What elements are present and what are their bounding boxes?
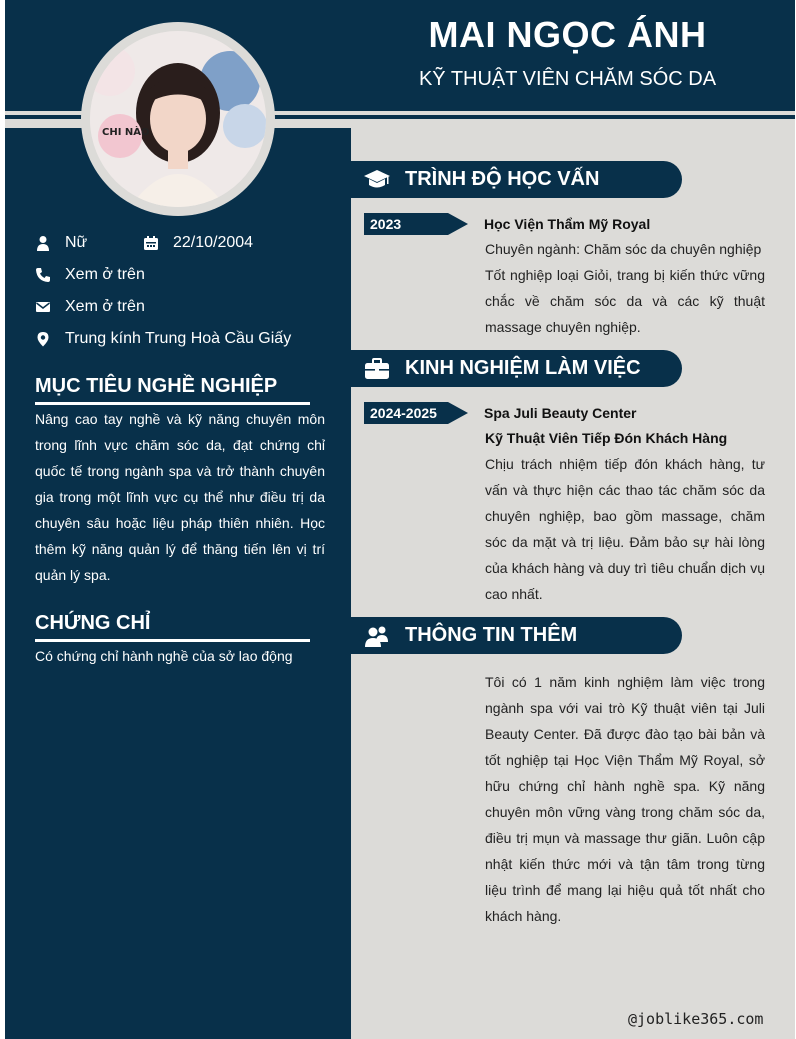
education-year-badge xyxy=(364,213,468,235)
additional-title: THÔNG TIN THÊM xyxy=(405,624,578,646)
education-major: Chuyên ngành: Chăm sóc da chuyên nghiệp xyxy=(485,241,762,257)
additional-section-header xyxy=(351,617,682,654)
email-row xyxy=(35,298,145,316)
footer-website[interactable]: @joblike365.com xyxy=(628,1010,764,1028)
location-icon xyxy=(35,331,51,347)
badge-arrow xyxy=(448,213,468,235)
education-school: Học Viện Thẩm Mỹ Royal xyxy=(484,216,651,232)
certificates-title: CHỨNG CHỈ xyxy=(35,612,151,634)
education-description: Tốt nghiệp loại Giỏi, trang bị kiến thức vững chắc về chăm sóc da và các kỹ thuật massage chuyên nghiệp. xyxy=(485,267,765,335)
gender-row xyxy=(35,234,87,252)
address-row xyxy=(35,330,291,348)
avatar xyxy=(90,31,266,207)
address-value: Trung kính Trung Hoà Cầu Giấy xyxy=(65,330,292,347)
candidate-name: MAI NGỌC ÁNH xyxy=(428,14,707,55)
additional-text: Tôi có 1 năm kinh nghiệm làm việc trong ngành spa với vai trò Kỹ thuật viên tại Juli Beauty Center. Đã được đào tạo bài bản và tốt nghiệp tại Học Viện Thẩm Mỹ Royal, sở hữu chứng chỉ hành nghề spa. Kỹ năng chuyên môn vững vàng trong chăm sóc da, điều trị mụn và massage thư giãn. Luôn cập nhật kiến thức mới và tận tâm trong từng liệu trình để mang lại hiệu quả tốt nhất cho khách hàng. xyxy=(485,674,765,924)
badge-arrow xyxy=(448,402,468,424)
certificates-underline xyxy=(35,639,310,642)
briefcase-icon xyxy=(363,355,391,383)
user-icon xyxy=(35,235,51,251)
email-icon xyxy=(35,299,51,315)
education-title: TRÌNH ĐỘ HỌC VẤN xyxy=(405,168,600,190)
certificates-text: Có chứng chỉ hành nghề của sở lao động xyxy=(35,648,293,664)
objective-underline xyxy=(35,402,310,405)
experience-description: Chịu trách nhiệm tiếp đón khách hàng, tư vấn và thực hiện các thao tác chăm sóc da chuyên nghiệp, bao gồm massage, chăm sóc da mặt và trị liệu. Đảm bảo sự hài lòng của khách hàng và duy trì tiêu chuẩn dịch vụ cao nhất. xyxy=(485,456,765,602)
avatar-sign-text: CHI NÀO xyxy=(102,127,150,138)
cv-page xyxy=(5,0,795,1039)
phone-value: Xem ở trên xyxy=(65,266,145,283)
birthday-value: 22/10/2004 xyxy=(173,234,254,251)
phone-row xyxy=(35,266,145,284)
experience-company: Spa Juli Beauty Center xyxy=(484,405,637,421)
experience-section-header xyxy=(351,350,682,387)
graduation-cap-icon xyxy=(363,166,391,194)
gender-value: Nữ xyxy=(65,234,88,251)
experience-period: 2024-2025 xyxy=(364,402,448,424)
objective-title: MỤC TIÊU NGHỀ NGHIỆP xyxy=(35,375,278,397)
education-year: 2023 xyxy=(364,213,448,235)
email-value: Xem ở trên xyxy=(65,298,145,315)
birthday-row xyxy=(143,234,253,252)
experience-position: Kỹ Thuật Viên Tiếp Đón Khách Hàng xyxy=(485,430,728,446)
job-title: KỸ THUẬT VIÊN CHĂM SÓC DA xyxy=(418,68,717,90)
users-icon xyxy=(363,622,391,650)
experience-title: KINH NGHIỆM LÀM VIỆC xyxy=(405,357,641,379)
calendar-icon xyxy=(143,235,159,251)
education-section-header xyxy=(351,161,682,198)
experience-period-badge xyxy=(364,402,468,424)
phone-icon xyxy=(35,267,51,283)
objective-text: Nâng cao tay nghề và kỹ năng chuyên môn trong lĩnh vực chăm sóc da, đạt chứng chỉ quốc tế trong ngành spa và trở thành chuyên gia trong một lĩnh vực cụ thể như điều trị da chuyên sâu hoặc liệu pháp thiên nhiên. Học thêm kỹ năng quản lý để thăng tiến lên vị trí quản lý spa. xyxy=(35,411,325,583)
